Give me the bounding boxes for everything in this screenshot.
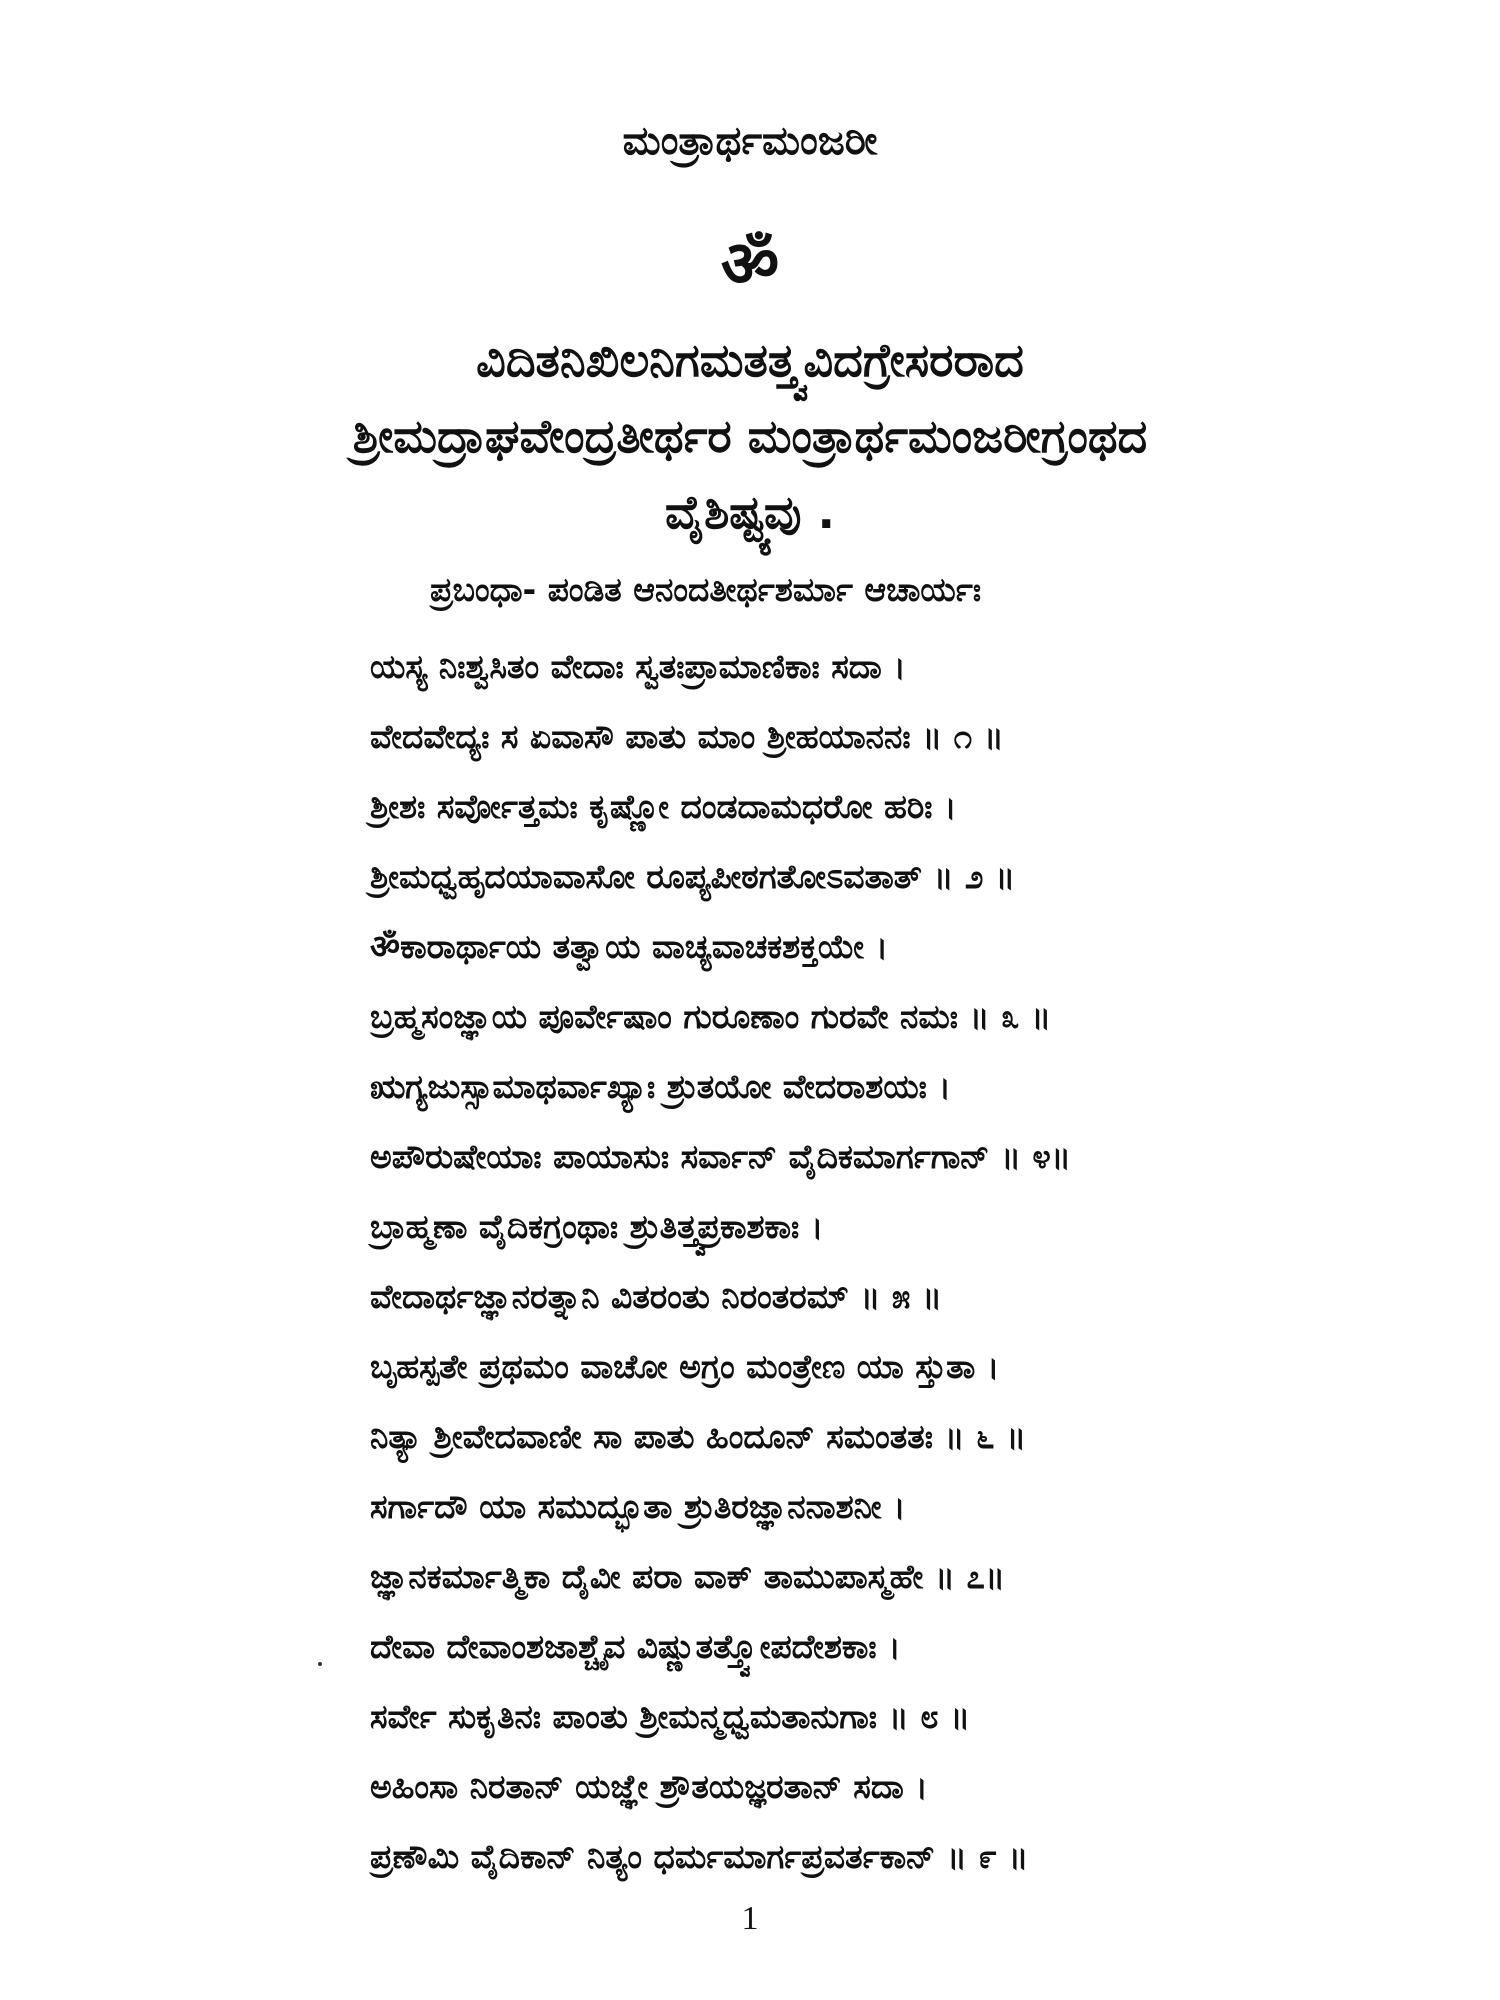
verse-line: ಪ್ರಣೌಮಿ ವೈದಿಕಾನ್ ನಿತ್ಯಂ ಧರ್ಮಮಾರ್ಗಪ್ರವರ್ತಕಾನ್ ॥ ೯ ॥	[370, 1837, 1029, 1876]
title-line-2: ಶ್ರೀಮದ್ರಾಘವೇಂದ್ರತೀರ್ಥರ ಮಂತ್ರಾರ್ಥಮಂಜರೀಗ್ರಂಥದ	[352, 409, 1148, 463]
verse-line: ಅಹಿಂಸಾ ನಿರತಾನ್ ಯಜ್ಞೇ ಶ್ರೌತಯಜ್ಞರತಾನ್ ಸದಾ ।	[370, 1767, 928, 1806]
verse-line: ವೇದವೇದ್ಯಃ ಸ ಏವಾಸೌ ಪಾತು ಮಾಂ ಶ್ರೀಹಯಾನನಃ ॥ ೧ ॥	[370, 717, 1004, 756]
verse-line: ಶ್ರೀಮಧ್ವಹೃದಯಾವಾಸೋ ರೂಪ್ಯಪೀಠಗತೋಽವತಾತ್ ॥ ೨ ॥	[370, 857, 1016, 896]
title-block	[0, 322, 1500, 550]
verse-line: ಅಪೌರುಷೇಯಾಃ ಪಾಯಾಸುಃ ಸರ್ವಾನ್ ವೈದಿಕಮಾರ್ಗಗಾನ್ ॥ ೪॥	[370, 1137, 1072, 1176]
verse-line: ವೇದಾರ್ಥಜ್ಞಾನರತ್ನಾನಿ ವಿತರಂತು ನಿರಂತರಮ್ ॥ ೫ ॥	[370, 1277, 943, 1316]
verse-line: ಜ್ಞಾನಕರ್ಮಾತ್ಮಿಕಾ ದೈವೀ ಪರಾ ವಾಕ್ ತಾಮುಪಾಸ್ಮಹೇ ॥ ೭॥	[370, 1557, 1006, 1596]
verse-line: ದೇವಾ ದೇವಾಂಶಜಾಶ್ಚೈವ ವಿಷ್ಣುತತ್ತ್ವೋಪದೇಶಕಾಃ ।	[370, 1627, 901, 1666]
verse-list	[370, 632, 1370, 1892]
verse-line: ಸರ್ವೇ ಸುಕೃತಿನಃ ಪಾಂತು ಶ್ರೀಮನ್ಮಧ್ವಮತಾನುಗಾಃ ॥ ೮ ॥	[370, 1697, 971, 1736]
title-line-1: ವಿದಿತನಿಖಿಲನಿಗಮತತ್ತ್ವವಿದಗ್ರೇಸರರಾದ	[476, 333, 1024, 387]
verse-line: ಋಗ್ಯಜುಸ್ಸಾಮಾಥರ್ವಾಖ್ಯಾಃ ಶ್ರುತಯೋ ವೇದರಾಶಯಃ ।	[370, 1067, 951, 1106]
verse-line: ಬೃಹಸ್ಪತೇ ಪ್ರಥಮಂ ವಾಚೋ ಅಗ್ರಂ ಮಂತ್ರೇಣ ಯಾ ಸ್ತುತಾ ।	[370, 1347, 1000, 1386]
verse-line: ಬ್ರಹ್ಮಸಂಜ್ಞಾಯ ಪೂರ್ವೇಷಾಂ ಗುರೂಣಾಂ ಗುರವೇ ನಮಃ ॥ ೩ ॥	[370, 997, 1052, 1036]
verse-line: ಬ್ರಾಹ್ಮಣಾ ವೈದಿಕಗ್ರಂಥಾಃ ಶ್ರುತಿತ್ತ್ವಪ್ರಕಾಶಕಾಃ ।	[370, 1207, 824, 1246]
verse-line: ನಿತ್ಯಾ ಶ್ರೀವೇದವಾಣೀ ಸಾ ಪಾತು ಹಿಂದೂನ್ ಸಮಂತತಃ ॥ ೬ ॥	[370, 1417, 1027, 1456]
author-line: ಪ್ರಬಂಧಾ- ಪಂಡಿತ ಆನಂದತೀರ್ಥಶರ್ಮಾ ಆಚಾರ್ಯಃ	[430, 570, 982, 609]
page-number: 1	[741, 1900, 759, 1937]
verse-line: ಯಸ್ಯ ನಿಃಶ್ವಸಿತಂ ವೇದಾಃ ಸ್ವತಃಪ್ರಾಮಾಣಿಕಾಃ ಸದಾ ।	[370, 647, 906, 686]
verse-line: ಸರ್ಗಾದೌ ಯಾ ಸಮುದ್ಭೂತಾ ಶ್ರುತಿರಜ್ಞಾನನಾಶನೀ ।	[370, 1487, 906, 1526]
scan-speck	[318, 1662, 322, 1666]
title-line-3: ವೈಶಿಷ್ಟ್ಯವು .	[665, 485, 835, 539]
running-head: ಮಂತ್ರಾರ್ಥಮಂಜರೀ	[622, 118, 878, 164]
verse-line: ॐಕಾರಾರ್ಥಾಯ ತತ್ವಾಯ ವಾಚ್ಯವಾಚಕಶಕ್ತಯೇ ।	[370, 927, 889, 966]
om-symbol: ॐ	[720, 228, 780, 302]
verse-line: ಶ್ರೀಶಃ ಸರ್ವೋತ್ತಮಃ ಕೃಷ್ಣೋ ದಂಡದಾಮಧರೋ ಹರಿಃ ।	[370, 787, 957, 826]
